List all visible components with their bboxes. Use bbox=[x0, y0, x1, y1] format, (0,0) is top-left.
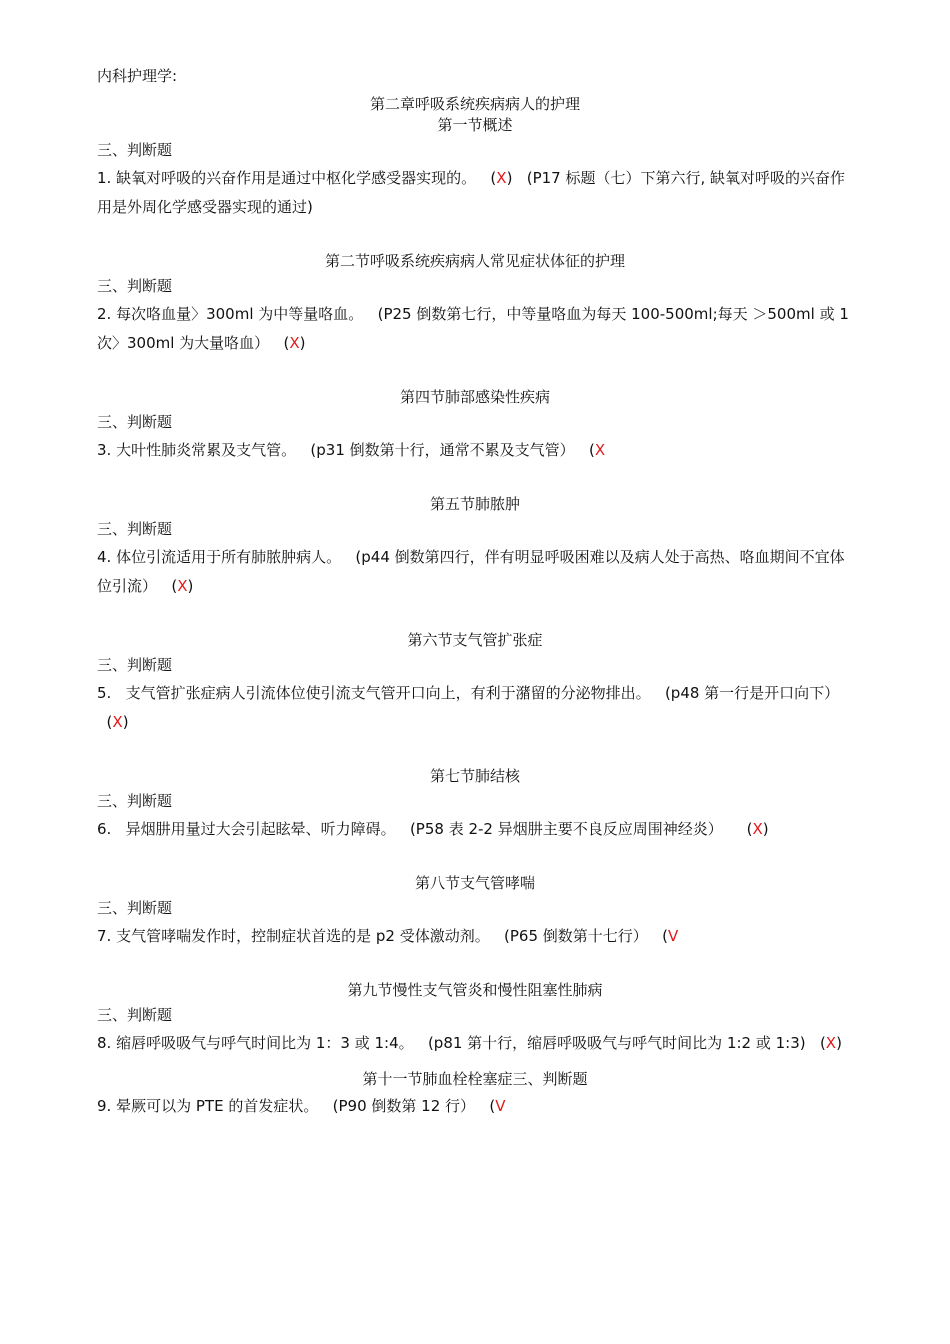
question-note: (P25 倒数第七行，中等量咯血为每天 100-500ml;每天 ＞500ml 或 1 次〉300ml 为大量咯血） bbox=[97, 305, 849, 352]
question-text: 支气管哮喘发作时，控制症状首选的是 p2 受体激动剂。 bbox=[116, 927, 490, 945]
question-text: 每次咯血量〉300ml 为中等量咯血。 bbox=[116, 305, 364, 323]
answer-mark: X bbox=[752, 820, 763, 838]
question-note: (p44 倒数第四行，伴有明显呼吸困难以及病人处于高热、咯血期间不宜体位引流） bbox=[97, 548, 845, 595]
answer-mark: X bbox=[289, 334, 300, 352]
question-type-label: 三、判断题 bbox=[97, 141, 173, 159]
question-item bbox=[97, 679, 853, 737]
section-heading: 第八节支气管哮喘 bbox=[414, 874, 535, 892]
answer-mark-open: ( bbox=[171, 577, 178, 595]
answer-mark-open: ( bbox=[106, 713, 113, 731]
answer-mark-close: ) bbox=[506, 169, 513, 187]
question-number: 1. bbox=[97, 169, 112, 187]
question-note: (P65 倒数第十七行） bbox=[504, 927, 648, 945]
section-asthma bbox=[97, 872, 853, 951]
question-text: 晕厥可以为 PTE 的首发症状。 bbox=[116, 1097, 319, 1115]
question-text: 缺氧对呼吸的兴奋作用是通过中枢化学感受器实现的。 bbox=[116, 169, 477, 187]
section-pulmonary-infection bbox=[97, 386, 853, 465]
question-type-label: 三、判断题 bbox=[97, 413, 173, 431]
answer-mark-open: ( bbox=[662, 927, 668, 945]
section-copd bbox=[97, 979, 853, 1058]
question-item bbox=[97, 300, 853, 358]
question-type-label: 三、判断题 bbox=[97, 520, 173, 538]
answer-mark-close: ) bbox=[122, 713, 129, 731]
question-item bbox=[97, 436, 853, 465]
section-heading: 第七节肺结核 bbox=[429, 767, 520, 785]
question-text: 缩唇呼吸吸气与呼气时间比为 1：3 或 1:4。 bbox=[116, 1034, 414, 1052]
question-note: (P17 标题（七）下第六行, 缺氧对呼吸的兴奋作用是外周化学感受器实现的通过) bbox=[97, 169, 846, 216]
question-item bbox=[97, 815, 853, 844]
answer-mark-close: ) bbox=[836, 1034, 842, 1052]
document-title: 内科护理学: bbox=[97, 67, 178, 85]
question-note: (P58 表 2-2 异烟肼主要不良反应周围神经炎） bbox=[409, 820, 723, 838]
answer-mark-open: ( bbox=[588, 441, 595, 459]
question-note: (P90 倒数第 12 行） bbox=[332, 1097, 476, 1115]
answer-mark: X bbox=[496, 169, 507, 187]
question-type-label: 三、判断题 bbox=[97, 792, 173, 810]
question-item bbox=[97, 543, 853, 601]
question-type-label: 三、判断题 bbox=[97, 656, 173, 674]
section-lung-abscess bbox=[97, 493, 853, 601]
answer-mark-open: ( bbox=[283, 334, 290, 352]
answer-mark: X bbox=[594, 441, 606, 459]
section-overview bbox=[97, 114, 853, 222]
question-type-label: 三、判断题 bbox=[97, 277, 173, 295]
answer-mark-open: ( bbox=[490, 169, 497, 187]
question-number: 8. bbox=[97, 1034, 112, 1052]
question-number: 3. bbox=[97, 441, 112, 459]
section-heading: 第二节呼吸系统疾病病人常见症状体征的护理 bbox=[324, 252, 625, 270]
question-item bbox=[97, 922, 853, 951]
answer-mark-open: ( bbox=[746, 820, 753, 838]
answer-mark-close: ) bbox=[762, 820, 769, 838]
question-number: 9. bbox=[97, 1097, 112, 1115]
document-page bbox=[97, 64, 853, 1121]
answer-mark: V bbox=[667, 927, 679, 945]
question-type-label: 三、判断题 bbox=[97, 899, 173, 917]
question-number: 7. bbox=[97, 927, 112, 945]
question-text: 支气管扩张症病人引流体位使引流支气管开口向上，有利于潴留的分泌物排出。 bbox=[125, 684, 651, 702]
section-tuberculosis bbox=[97, 765, 853, 844]
section-heading: 第六节支气管扩张症 bbox=[407, 631, 543, 649]
section-heading: 第一节概述 bbox=[437, 116, 513, 134]
question-number: 5. bbox=[97, 684, 112, 702]
question-number: 6. bbox=[97, 820, 112, 838]
answer-mark: V bbox=[495, 1097, 506, 1115]
answer-mark-open: ( bbox=[489, 1097, 496, 1115]
question-item bbox=[97, 1092, 853, 1121]
question-number: 2. bbox=[97, 305, 112, 323]
question-text: 体位引流适用于所有肺脓肿病人。 bbox=[116, 548, 342, 566]
question-note: (p48 第一行是开口向下） bbox=[664, 684, 840, 702]
question-note: (p31 倒数第十行，通常不累及支气管） bbox=[310, 441, 575, 459]
answer-mark: X bbox=[177, 577, 188, 595]
answer-mark: X bbox=[112, 713, 123, 731]
section-heading: 第四节肺部感染性疾病 bbox=[399, 388, 550, 406]
answer-mark-open: ( bbox=[819, 1034, 826, 1052]
section-heading: 第九节慢性支气管炎和慢性阻塞性肺病 bbox=[347, 981, 603, 999]
section-heading: 第十一节肺血栓栓塞症三、判断题 bbox=[362, 1070, 588, 1088]
question-item bbox=[97, 1029, 853, 1058]
question-text: 大叶性肺炎常累及支气管。 bbox=[116, 441, 297, 459]
question-note: (p81 第十行，缩唇呼吸吸气与呼气时间比为 1:2 或 1:3) bbox=[427, 1034, 806, 1052]
section-heading: 第五节肺脓肿 bbox=[429, 495, 520, 513]
question-number: 4. bbox=[97, 548, 112, 566]
chapter-title: 第二章呼吸系统疾病病人的护理 bbox=[369, 95, 580, 113]
answer-mark: X bbox=[825, 1034, 837, 1052]
question-text: 异烟肼用量过大会引起眩晕、听力障碍。 bbox=[125, 820, 396, 838]
question-type-label: 三、判断题 bbox=[97, 1006, 173, 1024]
section-pulmonary-embolism bbox=[97, 1068, 853, 1121]
section-symptoms bbox=[97, 250, 853, 358]
answer-mark-close: ) bbox=[299, 334, 306, 352]
answer-mark-close: ) bbox=[187, 577, 194, 595]
section-bronchiectasis bbox=[97, 629, 853, 737]
question-item bbox=[97, 164, 853, 222]
